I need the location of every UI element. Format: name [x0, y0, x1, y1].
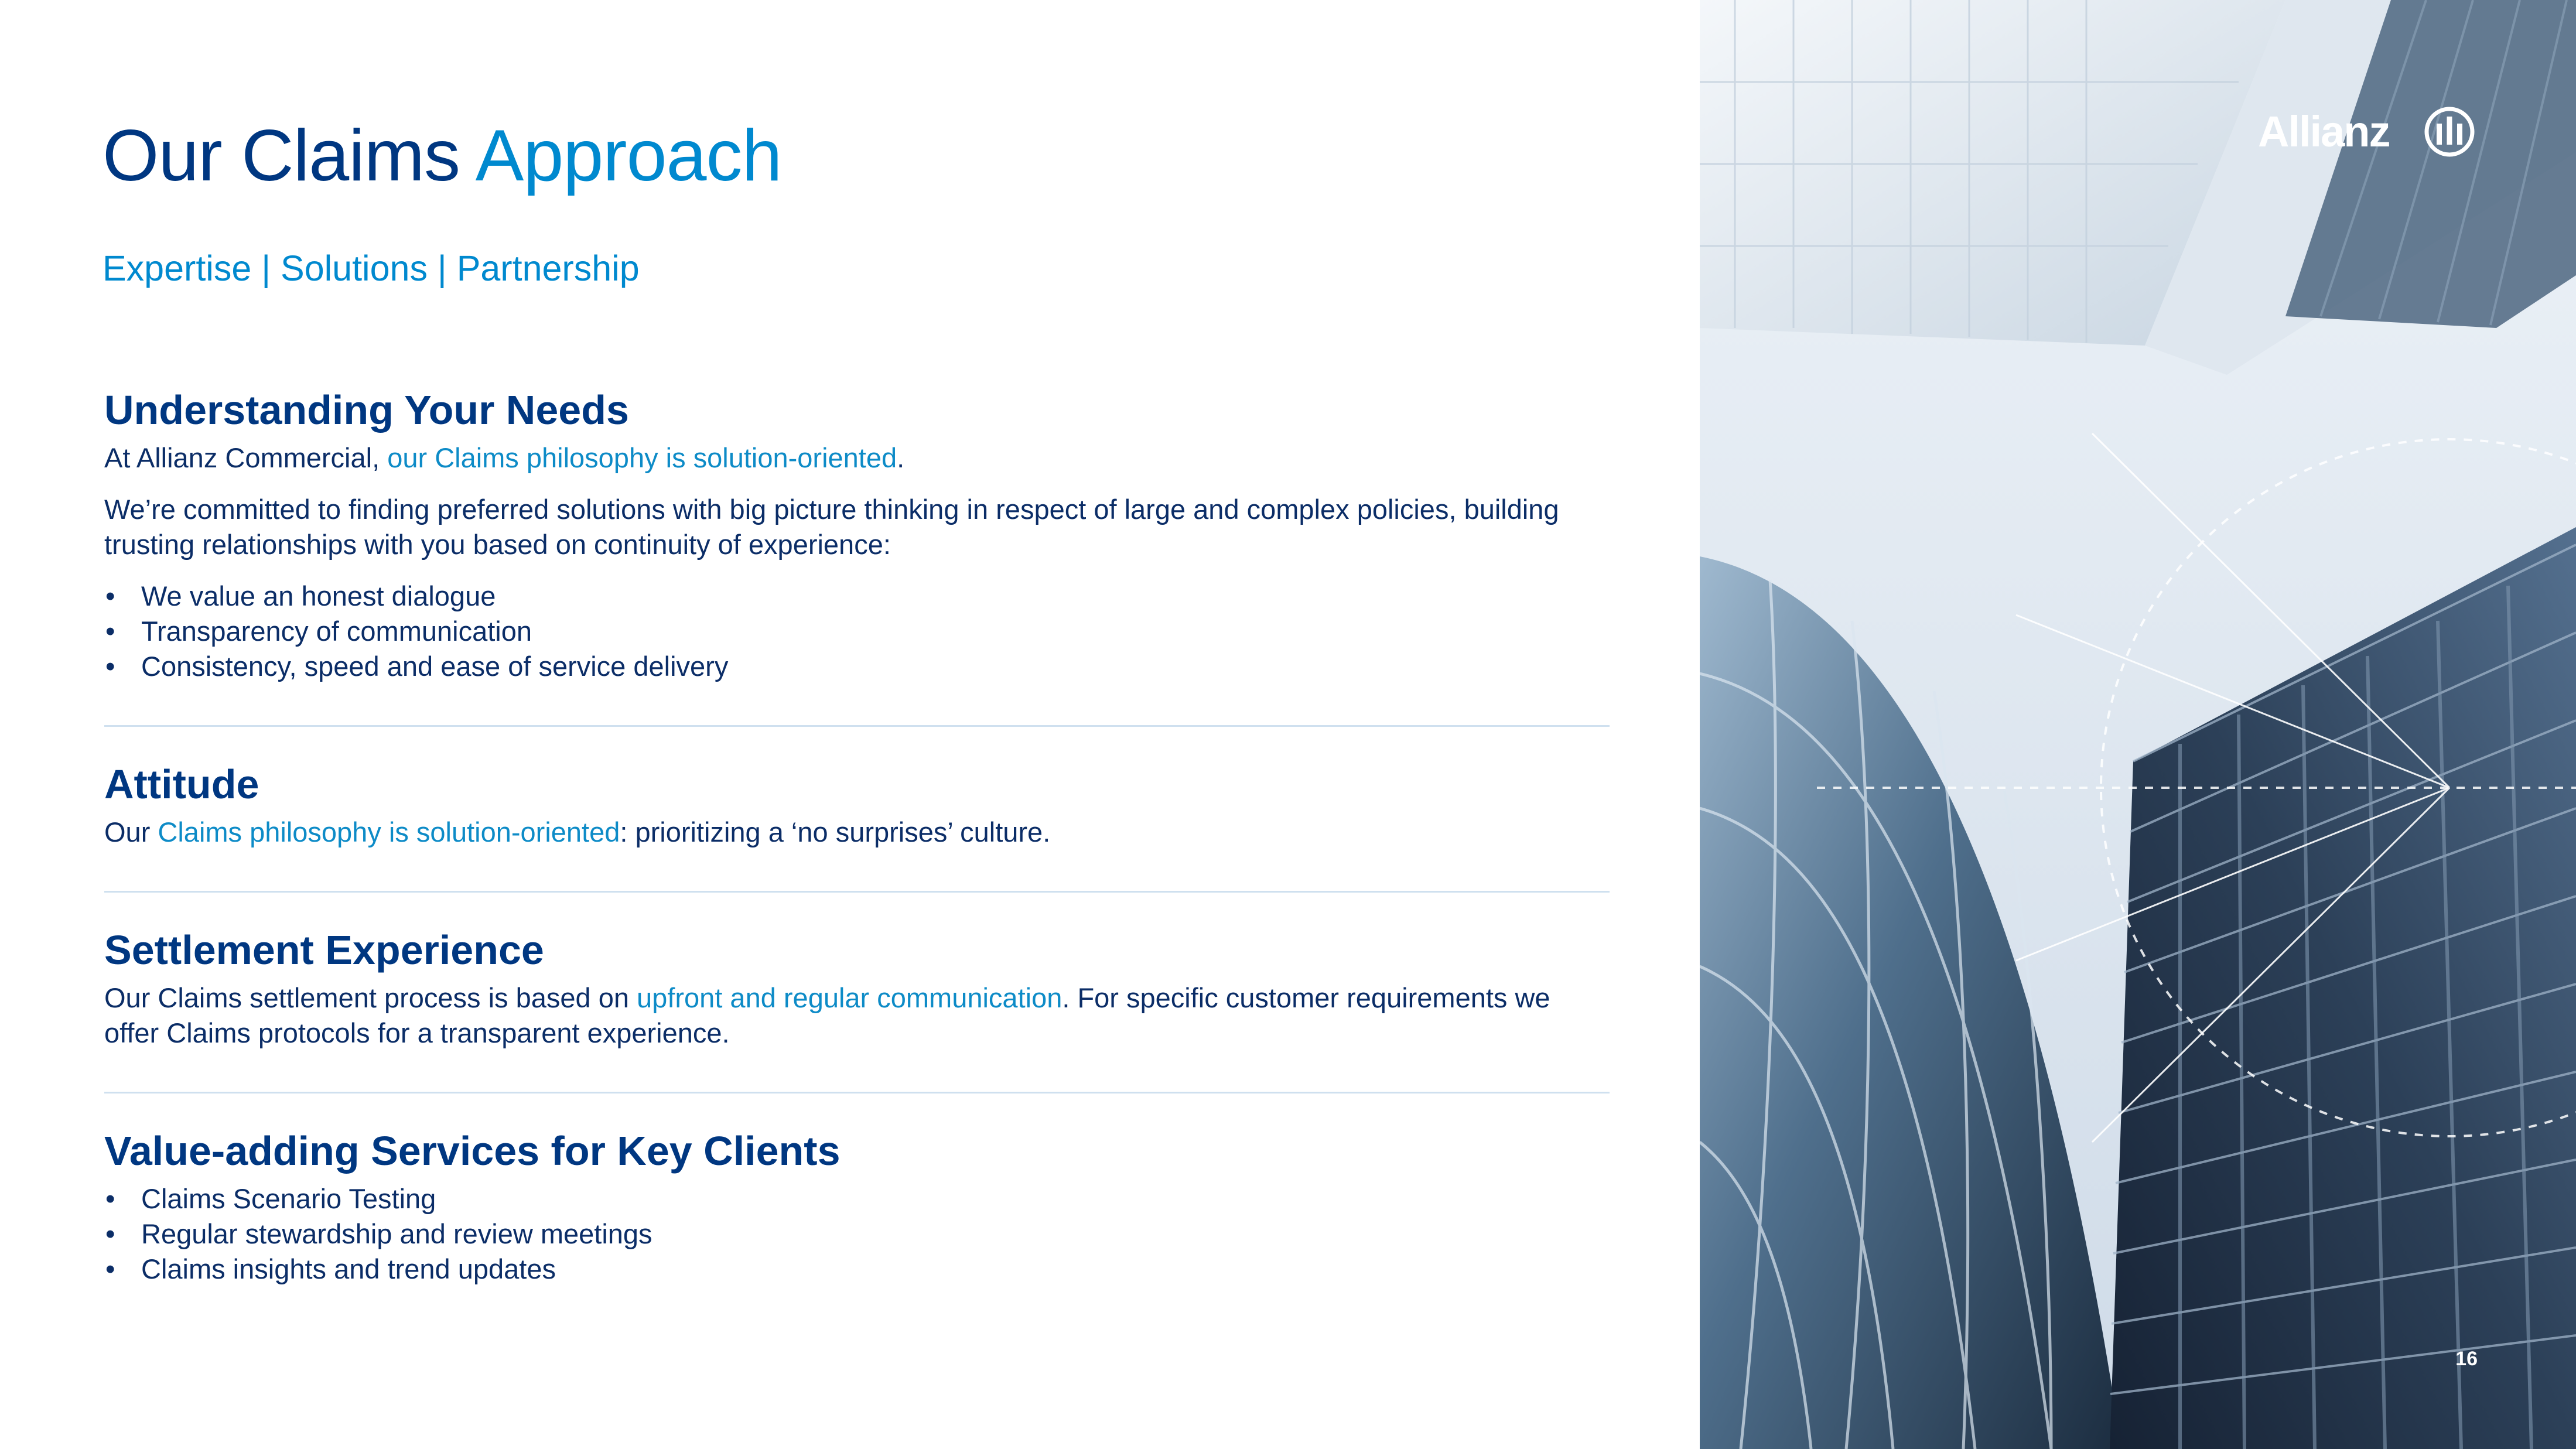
paragraph-settlement: [104, 980, 1610, 1051]
section-divider: [104, 1092, 1610, 1093]
allianz-eagle-mark-icon: [2424, 106, 2475, 158]
list-item: • We value an honest dialogue: [104, 579, 1610, 614]
text-span: : prioritizing a ‘no surprises’ culture.: [620, 816, 1051, 847]
page-number: 16: [2455, 1348, 2478, 1370]
paragraph-commitment: We’re committed to finding preferred solutions with big picture thinking in respect of large and complex policies, building trusting relationships with you based on continuity of experience:: [104, 494, 1559, 560]
highlight-text: upfront and regular communication: [637, 982, 1062, 1013]
highlight-text: Claims philosophy is solution-oriented: [158, 816, 620, 847]
section-divider: [104, 891, 1610, 893]
title-main: Our Claims: [103, 115, 460, 196]
text-span: .: [897, 442, 905, 473]
section-understanding-needs: [104, 381, 1610, 684]
section-settlement: [104, 921, 1610, 1051]
paragraph-attitude: [104, 815, 1610, 850]
section-heading: Attitude: [104, 761, 259, 807]
allianz-logo: [2258, 101, 2475, 165]
list-item: • Claims insights and trend updates: [104, 1252, 1610, 1287]
list-item: • Claims Scenario Testing: [104, 1181, 1610, 1216]
text-span: . For specific customer requirements we offer Claims protocols for a transparent experience.: [104, 982, 1550, 1048]
text-span: Our Claims settlement process is based on: [104, 982, 637, 1013]
page-subtitle: Expertise | Solutions | Partnership: [103, 248, 640, 288]
section-value-adding: [104, 1122, 1610, 1287]
highlight-text: our Claims philosophy is solution-oriented: [387, 442, 897, 473]
bullet-list: [104, 1181, 1610, 1287]
section-divider: [104, 725, 1610, 727]
text-span: Our: [104, 816, 158, 847]
page-title: [103, 109, 782, 203]
text-span: At Allianz Commercial,: [104, 442, 388, 473]
title-accent: Approach: [475, 115, 782, 196]
section-heading: Value-adding Services for Key Clients: [104, 1128, 841, 1174]
list-item: • Consistency, speed and ease of service delivery: [104, 649, 1610, 684]
skyscraper-illustration: [1700, 0, 2576, 1449]
section-attitude: [104, 755, 1610, 850]
content-column: [104, 381, 1610, 1287]
logo-text: Allianz: [2258, 107, 2390, 156]
section-heading: Settlement Experience: [104, 927, 544, 973]
paragraph-intro: [104, 440, 1610, 476]
skyscraper-photo: [1700, 0, 2576, 1449]
list-item: • Transparency of communication: [104, 614, 1610, 649]
section-heading: Understanding Your Needs: [104, 387, 629, 433]
list-item: • Regular stewardship and review meetings: [104, 1216, 1610, 1252]
bullet-list: [104, 579, 1610, 684]
